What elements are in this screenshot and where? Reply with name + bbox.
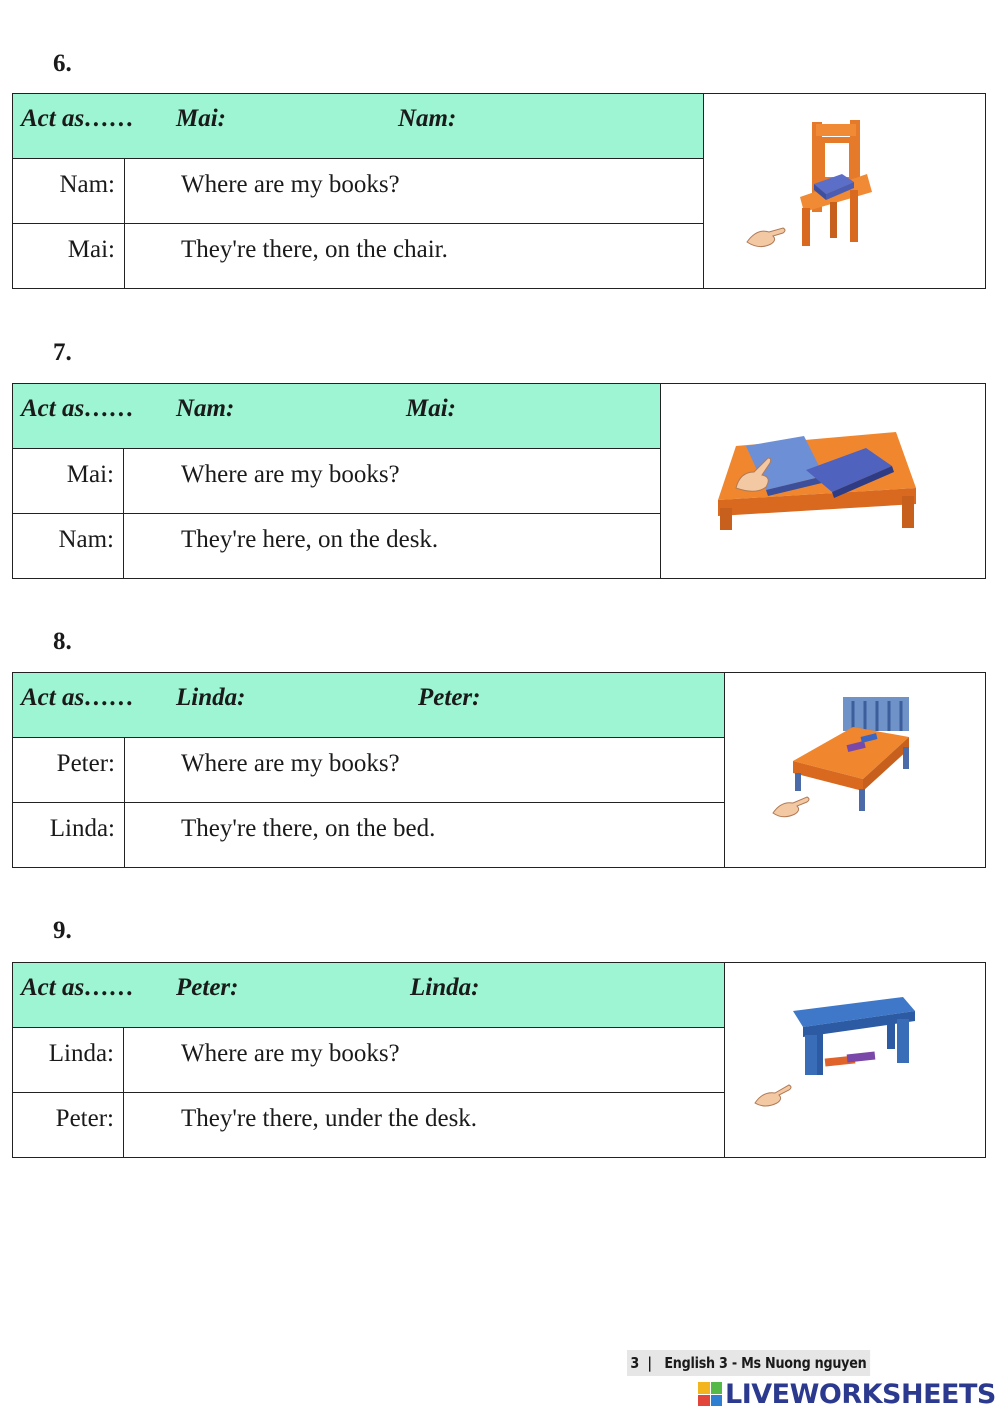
utterance-text: They're there, on the bed. bbox=[181, 815, 436, 842]
act-as-label: Act as…… bbox=[21, 395, 135, 422]
exercise-table bbox=[12, 383, 986, 579]
act-as-label: Act as…… bbox=[21, 974, 135, 1001]
dialog-line bbox=[13, 224, 703, 288]
exercise-table bbox=[12, 962, 986, 1158]
dialog-panel bbox=[13, 94, 704, 288]
exercise-number: 7. bbox=[53, 339, 72, 366]
exercise-table bbox=[12, 672, 986, 868]
speaker-label: Nam: bbox=[13, 159, 125, 223]
utterance-text: They're here, on the desk. bbox=[181, 526, 439, 553]
role-a-label: Linda: bbox=[176, 684, 246, 711]
exercise-number: 6. bbox=[53, 50, 72, 77]
act-as-label: Act as…… bbox=[21, 684, 135, 711]
bed-with-books-illustration bbox=[725, 673, 985, 867]
liveworksheets-icon bbox=[698, 1382, 722, 1406]
act-as-label: Act as…… bbox=[21, 105, 135, 132]
exercise-number: 9. bbox=[53, 917, 72, 944]
role-a-label: Nam: bbox=[176, 395, 235, 422]
desk-with-books-illustration bbox=[661, 384, 985, 578]
utterance-text: Where are my books? bbox=[181, 1040, 400, 1067]
role-b-label: Peter: bbox=[418, 684, 481, 711]
utterance-text: Where are my books? bbox=[181, 750, 400, 777]
exercise-number: 8. bbox=[53, 628, 72, 655]
act-as-row bbox=[13, 673, 724, 738]
chair-with-books-illustration bbox=[704, 94, 985, 288]
dialog-line bbox=[13, 449, 660, 514]
dialog-line bbox=[13, 1093, 724, 1157]
role-a-label: Peter: bbox=[176, 974, 239, 1001]
brand-logo bbox=[698, 1377, 996, 1411]
books-under-desk-illustration bbox=[725, 963, 985, 1157]
speaker-label: Linda: bbox=[13, 803, 125, 867]
dialog-line bbox=[13, 1028, 724, 1093]
role-a-label: Mai: bbox=[176, 105, 226, 132]
dialog-line bbox=[13, 514, 660, 578]
utterance-text: Where are my books? bbox=[181, 461, 400, 488]
speaker-label: Peter: bbox=[13, 738, 125, 802]
dialog-panel bbox=[13, 384, 661, 578]
role-b-label: Nam: bbox=[398, 105, 457, 132]
utterance-text: Where are my books? bbox=[181, 171, 400, 198]
utterance-text: They're there, under the desk. bbox=[181, 1105, 478, 1132]
speaker-label: Peter: bbox=[13, 1093, 124, 1157]
dialog-line bbox=[13, 803, 724, 867]
role-b-label: Linda: bbox=[410, 974, 480, 1001]
dialog-panel bbox=[13, 673, 725, 867]
brand-name: LIVEWORKSHEETS bbox=[725, 1378, 996, 1410]
exercise-table bbox=[12, 93, 986, 289]
act-as-row bbox=[13, 384, 660, 449]
utterance-text: They're there, on the chair. bbox=[181, 236, 448, 263]
speaker-label: Mai: bbox=[13, 224, 125, 288]
speaker-label: Linda: bbox=[13, 1028, 124, 1092]
dialog-panel bbox=[13, 963, 725, 1157]
act-as-row bbox=[13, 963, 724, 1028]
speaker-label: Nam: bbox=[13, 514, 124, 578]
speaker-label: Mai: bbox=[13, 449, 124, 513]
page-footer: 3 | English 3 - Ms Nuong nguyen bbox=[627, 1350, 870, 1376]
dialog-line bbox=[13, 159, 703, 224]
role-b-label: Mai: bbox=[406, 395, 456, 422]
act-as-row bbox=[13, 94, 703, 159]
dialog-line bbox=[13, 738, 724, 803]
